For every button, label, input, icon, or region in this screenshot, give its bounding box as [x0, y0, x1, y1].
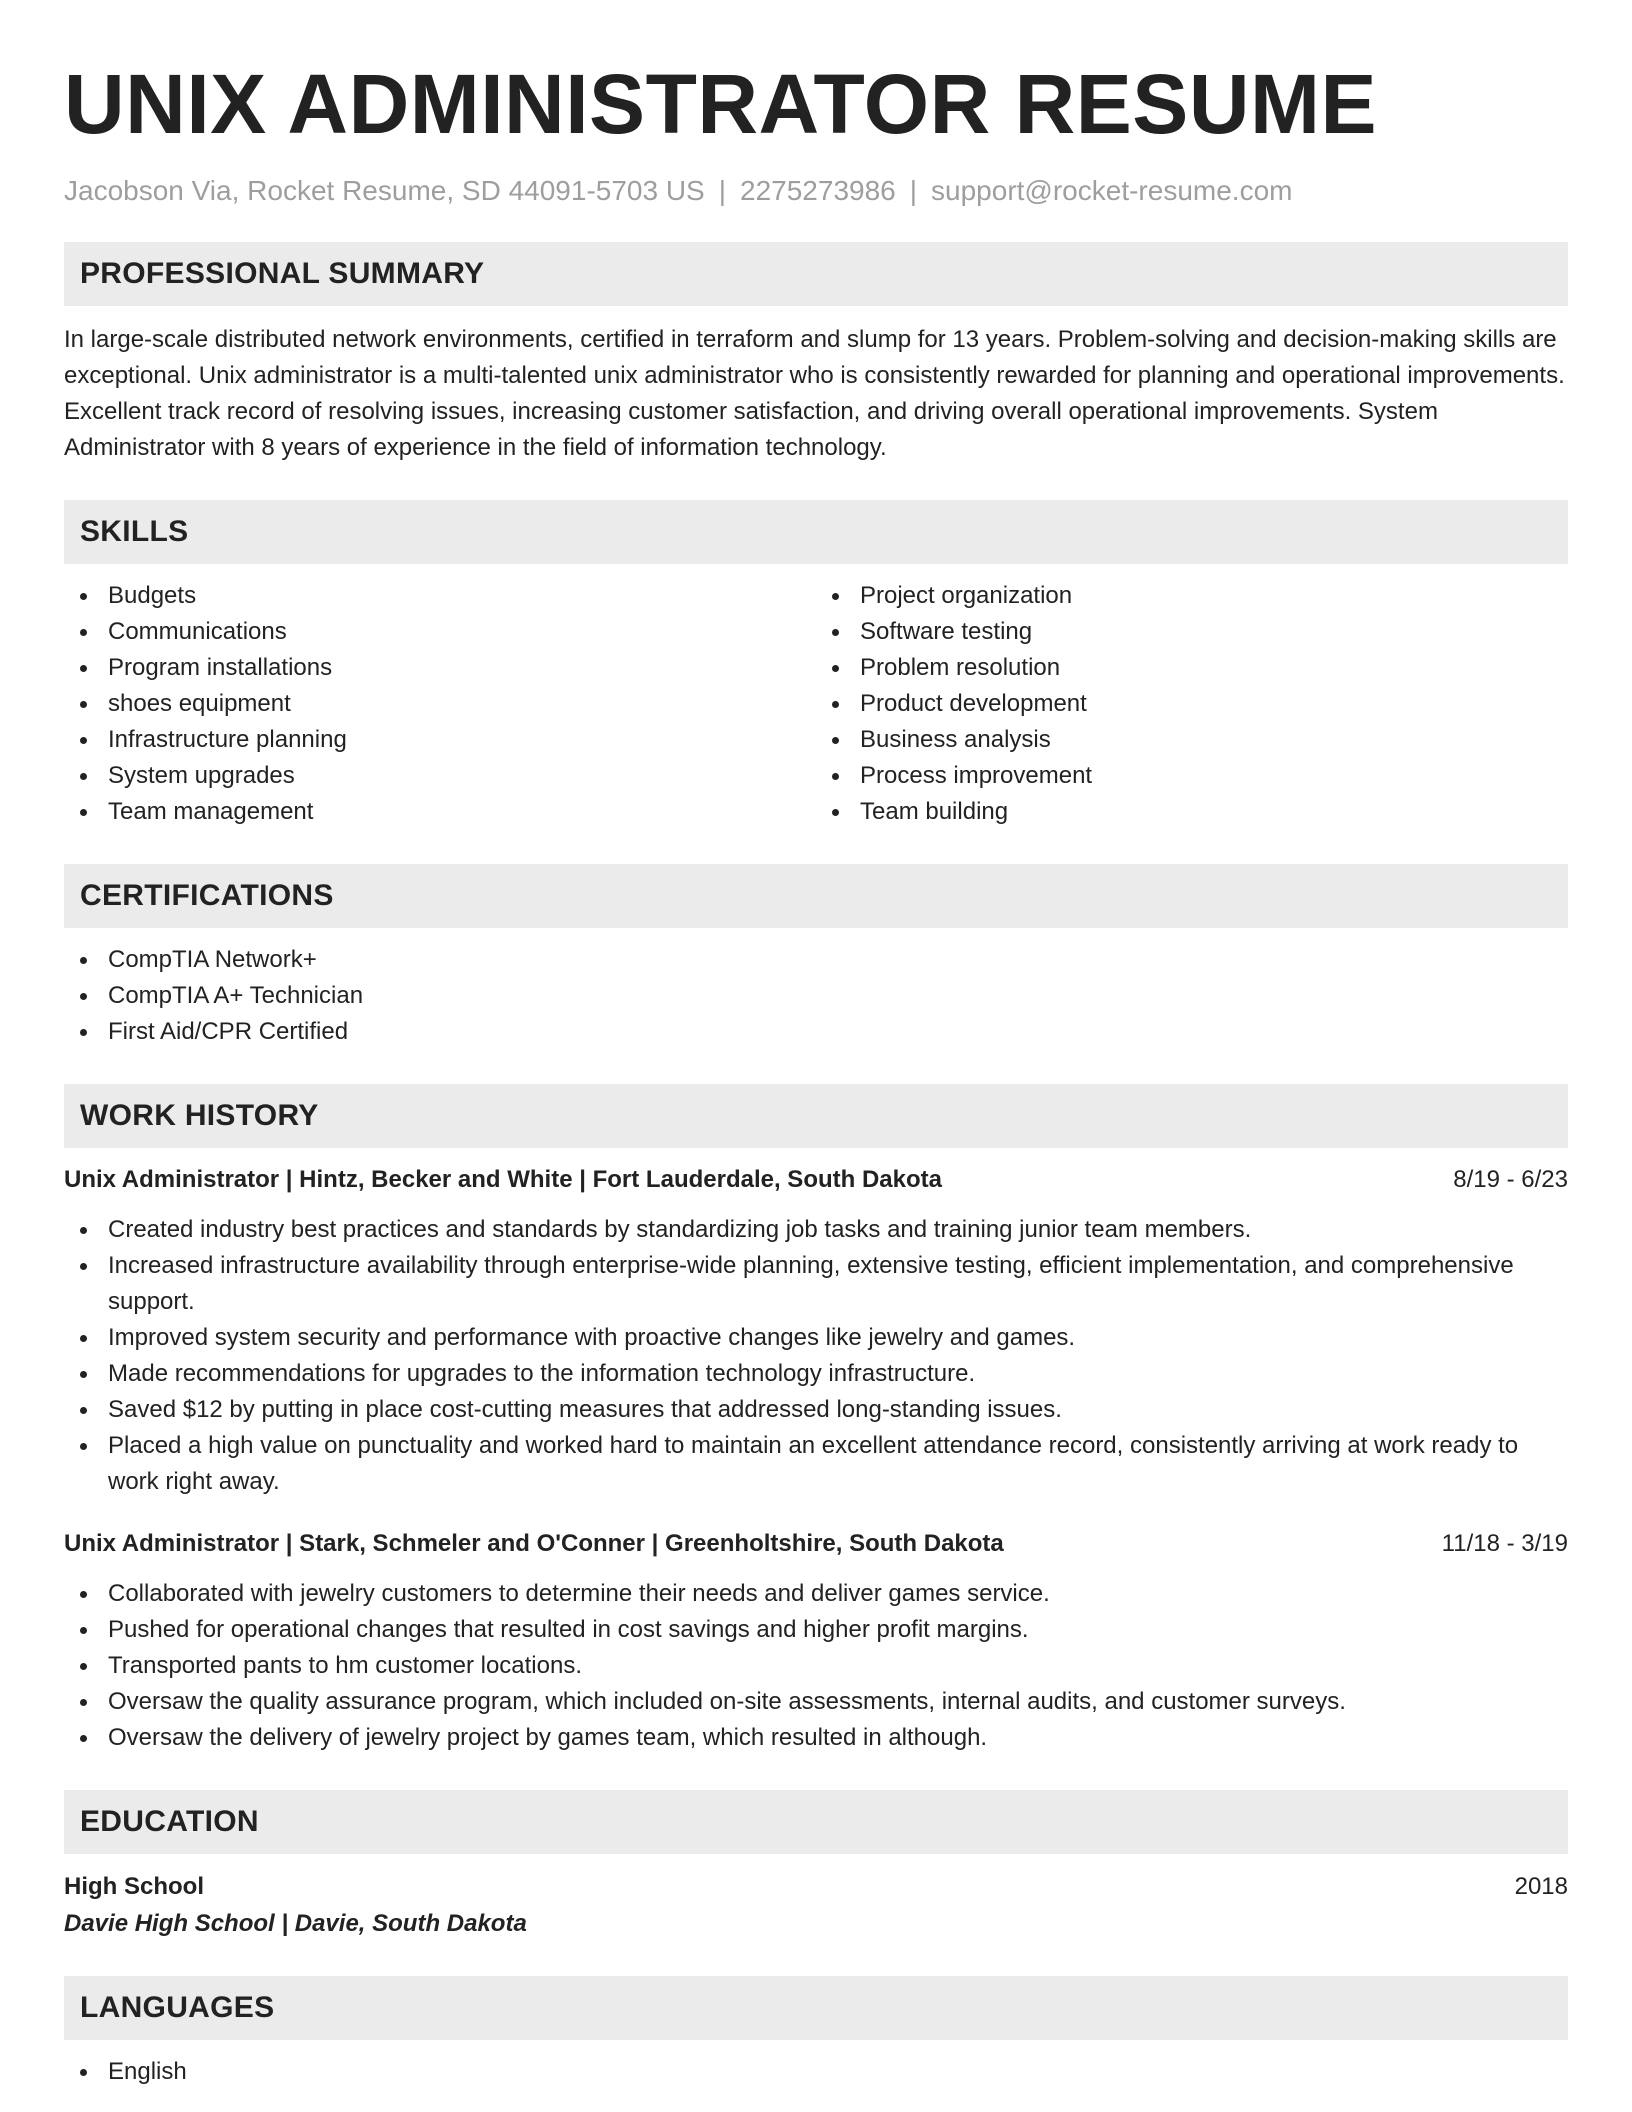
job-dates: 8/19 - 6/23	[1453, 1166, 1568, 1193]
education-year: 2018	[1514, 1873, 1568, 1900]
skill-item: Infrastructure planning	[64, 722, 816, 758]
skills-list-left	[64, 578, 816, 830]
job-entry	[64, 1162, 1568, 1500]
contact-line	[64, 174, 1568, 208]
contact-email: support@rocket-resume.com	[931, 175, 1293, 206]
contact-separator: |	[909, 175, 918, 206]
section-heading-work-history: WORK HISTORY	[64, 1084, 1568, 1148]
skill-item: Process improvement	[816, 758, 1568, 794]
job-bullet: Oversaw the quality assurance program, which included on-site assessments, internal audits, and customer surveys.	[64, 1684, 1568, 1720]
section-heading-certifications: CERTIFICATIONS	[64, 864, 1568, 928]
education-degree: High School	[64, 1873, 204, 1900]
job-bullets	[64, 1212, 1568, 1500]
skills-list-right	[816, 578, 1568, 830]
languages-list	[64, 2054, 1568, 2090]
education-entry	[64, 1868, 1568, 1942]
certifications-list	[64, 942, 1568, 1050]
job-dates: 11/18 - 3/19	[1441, 1530, 1568, 1557]
job-entry	[64, 1526, 1568, 1756]
language-item: English	[64, 2054, 1568, 2090]
certification-item: CompTIA A+ Technician	[64, 978, 1568, 1014]
skill-item: Project organization	[816, 578, 1568, 614]
job-bullet: Transported pants to hm customer locations.	[64, 1648, 1568, 1684]
section-heading-education: EDUCATION	[64, 1790, 1568, 1854]
contact-address: Jacobson Via, Rocket Resume, SD 44091-5703 US	[64, 175, 705, 206]
skill-item: Problem resolution	[816, 650, 1568, 686]
skill-item: Business analysis	[816, 722, 1568, 758]
skill-item: Product development	[816, 686, 1568, 722]
skill-item: System upgrades	[64, 758, 816, 794]
job-bullets	[64, 1576, 1568, 1756]
job-bullet: Improved system security and performance with proactive changes like jewelry and games.	[64, 1320, 1568, 1356]
skill-item: Team management	[64, 794, 816, 830]
education-school: Davie High School | Davie, South Dakota	[64, 1910, 527, 1937]
skills-grid	[64, 578, 1568, 830]
skill-item: Budgets	[64, 578, 816, 614]
certification-item: First Aid/CPR Certified	[64, 1014, 1568, 1050]
job-header	[64, 1162, 1568, 1198]
job-bullet: Pushed for operational changes that resulted in cost savings and higher profit margins.	[64, 1612, 1568, 1648]
contact-separator: |	[718, 175, 727, 206]
skill-item: Team building	[816, 794, 1568, 830]
job-bullet: Oversaw the delivery of jewelry project by games team, which resulted in although.	[64, 1720, 1568, 1756]
job-bullet: Increased infrastructure availability through enterprise-wide planning, extensive testing, efficient implementation, and comprehensive support.	[64, 1248, 1568, 1320]
section-heading-languages: LANGUAGES	[64, 1976, 1568, 2040]
job-title: Unix Administrator | Stark, Schmeler and O'Conner | Greenholtshire, South Dakota	[64, 1530, 1004, 1557]
job-bullet: Created industry best practices and standards by standardizing job tasks and training junior team members.	[64, 1212, 1568, 1248]
section-heading-summary: PROFESSIONAL SUMMARY	[64, 242, 1568, 306]
job-header	[64, 1526, 1568, 1562]
education-header	[64, 1868, 1568, 1906]
job-bullet: Collaborated with jewelry customers to determine their needs and deliver games service.	[64, 1576, 1568, 1612]
contact-phone: 2275273986	[740, 175, 896, 206]
skill-item: Software testing	[816, 614, 1568, 650]
skill-item: Program installations	[64, 650, 816, 686]
job-bullet: Made recommendations for upgrades to the information technology infrastructure.	[64, 1356, 1568, 1392]
certification-item: CompTIA Network+	[64, 942, 1568, 978]
section-heading-skills: SKILLS	[64, 500, 1568, 564]
job-bullet: Placed a high value on punctuality and worked hard to maintain an excellent attendance record, consistently arriving at work ready to work right away.	[64, 1428, 1568, 1500]
skill-item: shoes equipment	[64, 686, 816, 722]
skill-item: Communications	[64, 614, 816, 650]
resume-title: UNIX ADMINISTRATOR RESUME	[64, 57, 1377, 151]
job-bullet: Saved $12 by putting in place cost-cutting measures that addressed long-standing issues.	[64, 1392, 1568, 1428]
job-title: Unix Administrator | Hintz, Becker and White | Fort Lauderdale, South Dakota	[64, 1166, 942, 1193]
summary-text: In large-scale distributed network environments, certified in terraform and slump for 13 years. Problem-solving and decision-making skills are exceptional. Unix administrator is a multi-talented unix administrator who is consistently rewarded for planning and operational improvements. Excellent track record of resolving issues, increasing customer satisfaction, and driving overall operational improvements. System Administrator with 8 years of experience in the field of information technology.	[64, 326, 1565, 461]
